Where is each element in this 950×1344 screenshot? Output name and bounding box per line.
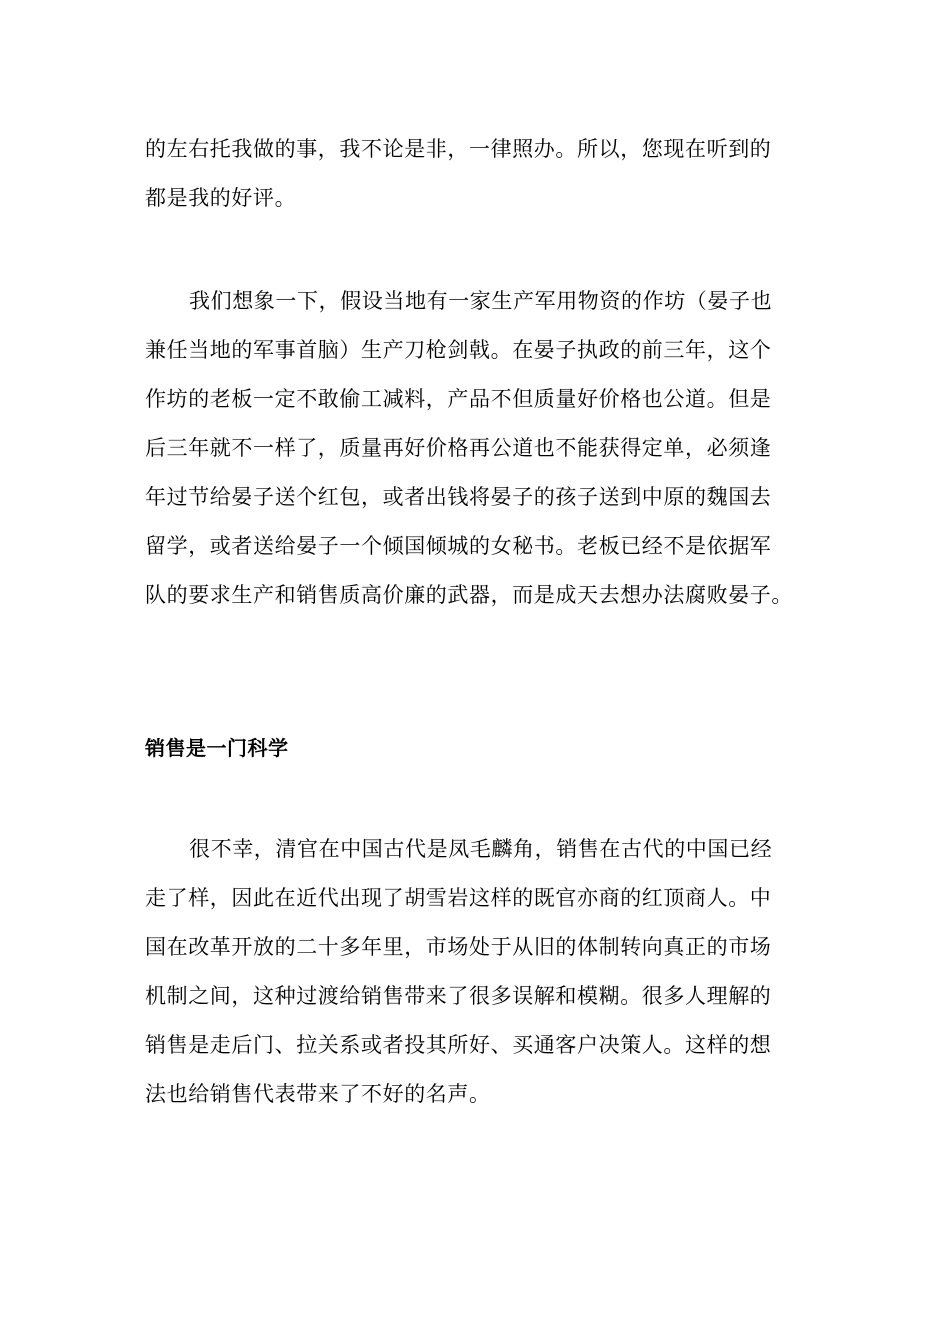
paragraph-line: 后三年就不一样了，质量再好价格再公道也不能获得定单，必须逢 (145, 436, 772, 460)
paragraph-line: 销售是走后门、拉关系或者投其所好、买通客户决策人。这样的想 (145, 1033, 772, 1057)
paragraph-line: 机制之间，这种过渡给销售带来了很多误解和模糊。很多人理解的 (145, 984, 772, 1008)
paragraph-line: 兼任当地的军事首脑）生产刀枪剑戟。在晏子执政的前三年，这个 (145, 338, 772, 362)
paragraph-line: 我们想象一下，假设当地有一家生产军用物资的作坊（晏子也 (189, 289, 773, 313)
paragraph-line: 法也给销售代表带来了不好的名声。 (145, 1082, 491, 1106)
paragraph-line: 都是我的好评。 (145, 186, 297, 210)
paragraph-line: 走了样，因此在近代出现了胡雪岩这样的既官亦商的红顶商人。中 (145, 886, 772, 910)
paragraph-3 (145, 825, 805, 1119)
paragraph-2 (145, 277, 805, 620)
paragraph-line: 很不幸，清官在中国古代是凤毛麟角，销售在古代的中国已经 (189, 837, 773, 861)
paragraph-line: 队的要求生产和销售质高价廉的武器，而是成天去想办法腐败晏子。 (145, 583, 793, 607)
paragraph-line: 留学，或者送给晏子一个倾国倾城的女秘书。老板已经不是依据军 (145, 534, 772, 558)
paragraph-1 (145, 125, 805, 223)
section-heading: 销售是一门科学 (145, 736, 289, 760)
paragraph-line: 作坊的老板一定不敢偷工减料，产品不但质量好价格也公道。但是 (145, 387, 772, 411)
paragraph-line: 年过节给晏子送个红包，或者出钱将晏子的孩子送到中原的魏国去 (145, 485, 772, 509)
paragraph-line: 国在改革开放的二十多年里，市场处于从旧的体制转向真正的市场 (145, 935, 772, 959)
paragraph-line: 的左右托我做的事，我不论是非，一律照办。所以，您现在听到的 (145, 137, 772, 161)
